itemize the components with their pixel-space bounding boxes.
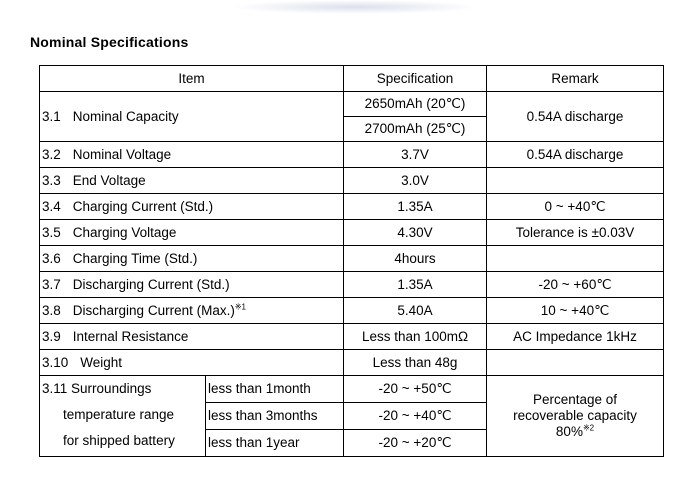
remark-cell [487, 350, 664, 376]
item-number: 3.1 [42, 108, 61, 124]
spec-cell: 4.30V [344, 220, 487, 246]
surroundings-remark-cell [487, 376, 664, 457]
header-specification: Specification [344, 66, 487, 92]
remark-cell [487, 246, 664, 272]
surroundings-label-line: temperature range [63, 407, 175, 422]
remark-cell: 0.54A discharge [487, 142, 664, 168]
header-remark: Remark [487, 66, 664, 92]
item-number: 3.6 [42, 250, 61, 266]
item-number: 3.3 [42, 172, 61, 188]
item-label: Weight [80, 354, 123, 370]
range-cell: -20 ~ +20℃ [344, 430, 487, 457]
spec-cell: 1.35A [344, 272, 487, 298]
item-cell [40, 350, 344, 376]
table-row [40, 298, 664, 324]
item-label: Charging Voltage [72, 224, 177, 240]
table-row [40, 246, 664, 272]
item-label: Charging Time (Std.) [72, 250, 198, 266]
item-number: 3.10 [42, 354, 69, 370]
surroundings-label-cell [40, 376, 206, 457]
item-label: Charging Current (Std.) [72, 198, 214, 214]
footnote-mark: ※2 [582, 423, 595, 433]
footnote-mark: ※1 [234, 302, 246, 311]
spec-cell: 1.35A [344, 194, 487, 220]
table-row [40, 324, 664, 350]
spec-cell: 3.7V [344, 142, 487, 168]
item-cell [40, 272, 344, 298]
period-cell: less than 1year [206, 430, 344, 457]
remark-line: Percentage of [532, 392, 618, 407]
remark-cell [487, 168, 664, 194]
page-title: Nominal Specifications [30, 34, 189, 50]
spec-cell: Less than 100mΩ [344, 324, 487, 350]
surroundings-label-line: Surroundings [71, 381, 152, 396]
item-label: End Voltage [72, 172, 146, 188]
item-cell [40, 194, 344, 220]
table-row [40, 350, 664, 376]
table-row-surroundings [40, 376, 664, 403]
item-number: 3.11 [42, 381, 68, 396]
item-number: 3.4 [42, 198, 61, 214]
remark-cell: Tolerance is ±0.03V [487, 220, 664, 246]
range-cell: -20 ~ +40℃ [344, 403, 487, 430]
table-header-row [40, 66, 664, 92]
item-number: 3.7 [42, 276, 61, 292]
item-cell [40, 246, 344, 272]
item-cell [40, 324, 344, 350]
spec-value: 2650mAh (20℃) [364, 96, 466, 111]
item-cell [40, 142, 344, 168]
item-number: 3.5 [42, 224, 61, 240]
remark-cell: 0.54A discharge [487, 92, 664, 142]
spec-value: 2700mAh (25℃) [364, 121, 466, 136]
period-cell: less than 3months [206, 403, 344, 430]
top-shadow-decoration [230, 0, 480, 14]
header-item: Item [40, 66, 344, 92]
range-cell: -20 ~ +50℃ [344, 376, 487, 403]
remark-cell: AC Impedance 1kHz [487, 324, 664, 350]
item-label: Discharging Current (Std.) [72, 276, 230, 292]
item-number: 3.8 [42, 302, 61, 318]
period-cell: less than 1month [206, 376, 344, 403]
item-cell [40, 298, 344, 324]
item-cell [40, 168, 344, 194]
item-label: Nominal Capacity [72, 108, 179, 124]
spec-cell [344, 92, 487, 142]
item-number: 3.9 [42, 328, 61, 344]
remark-cell: -20 ~ +60℃ [487, 272, 664, 298]
item-label: Internal Resistance [72, 328, 189, 344]
table-row [40, 220, 664, 246]
remark-cell: 0 ~ +40℃ [487, 194, 664, 220]
remark-line: 80% [555, 424, 583, 439]
spec-cell: 5.40A [344, 298, 487, 324]
specifications-table [39, 65, 664, 457]
spec-cell: 4hours [344, 246, 487, 272]
item-number: 3.2 [42, 146, 61, 162]
surroundings-label-line: for shipped battery [63, 433, 175, 448]
spec-cell: 3.0V [344, 168, 487, 194]
item-label: Nominal Voltage [72, 146, 172, 162]
table-row [40, 168, 664, 194]
item-cell [40, 220, 344, 246]
remark-line: recoverable capacity [513, 408, 637, 423]
spec-cell: Less than 48g [344, 350, 487, 376]
table-row [40, 272, 664, 298]
table-row [40, 92, 664, 142]
item-label: Discharging Current $(Max.)^{※1}$ [72, 302, 246, 318]
item-cell [40, 92, 344, 142]
remark-cell: 10 ~ +40℃ [487, 298, 664, 324]
table-row [40, 142, 664, 168]
table-row [40, 194, 664, 220]
